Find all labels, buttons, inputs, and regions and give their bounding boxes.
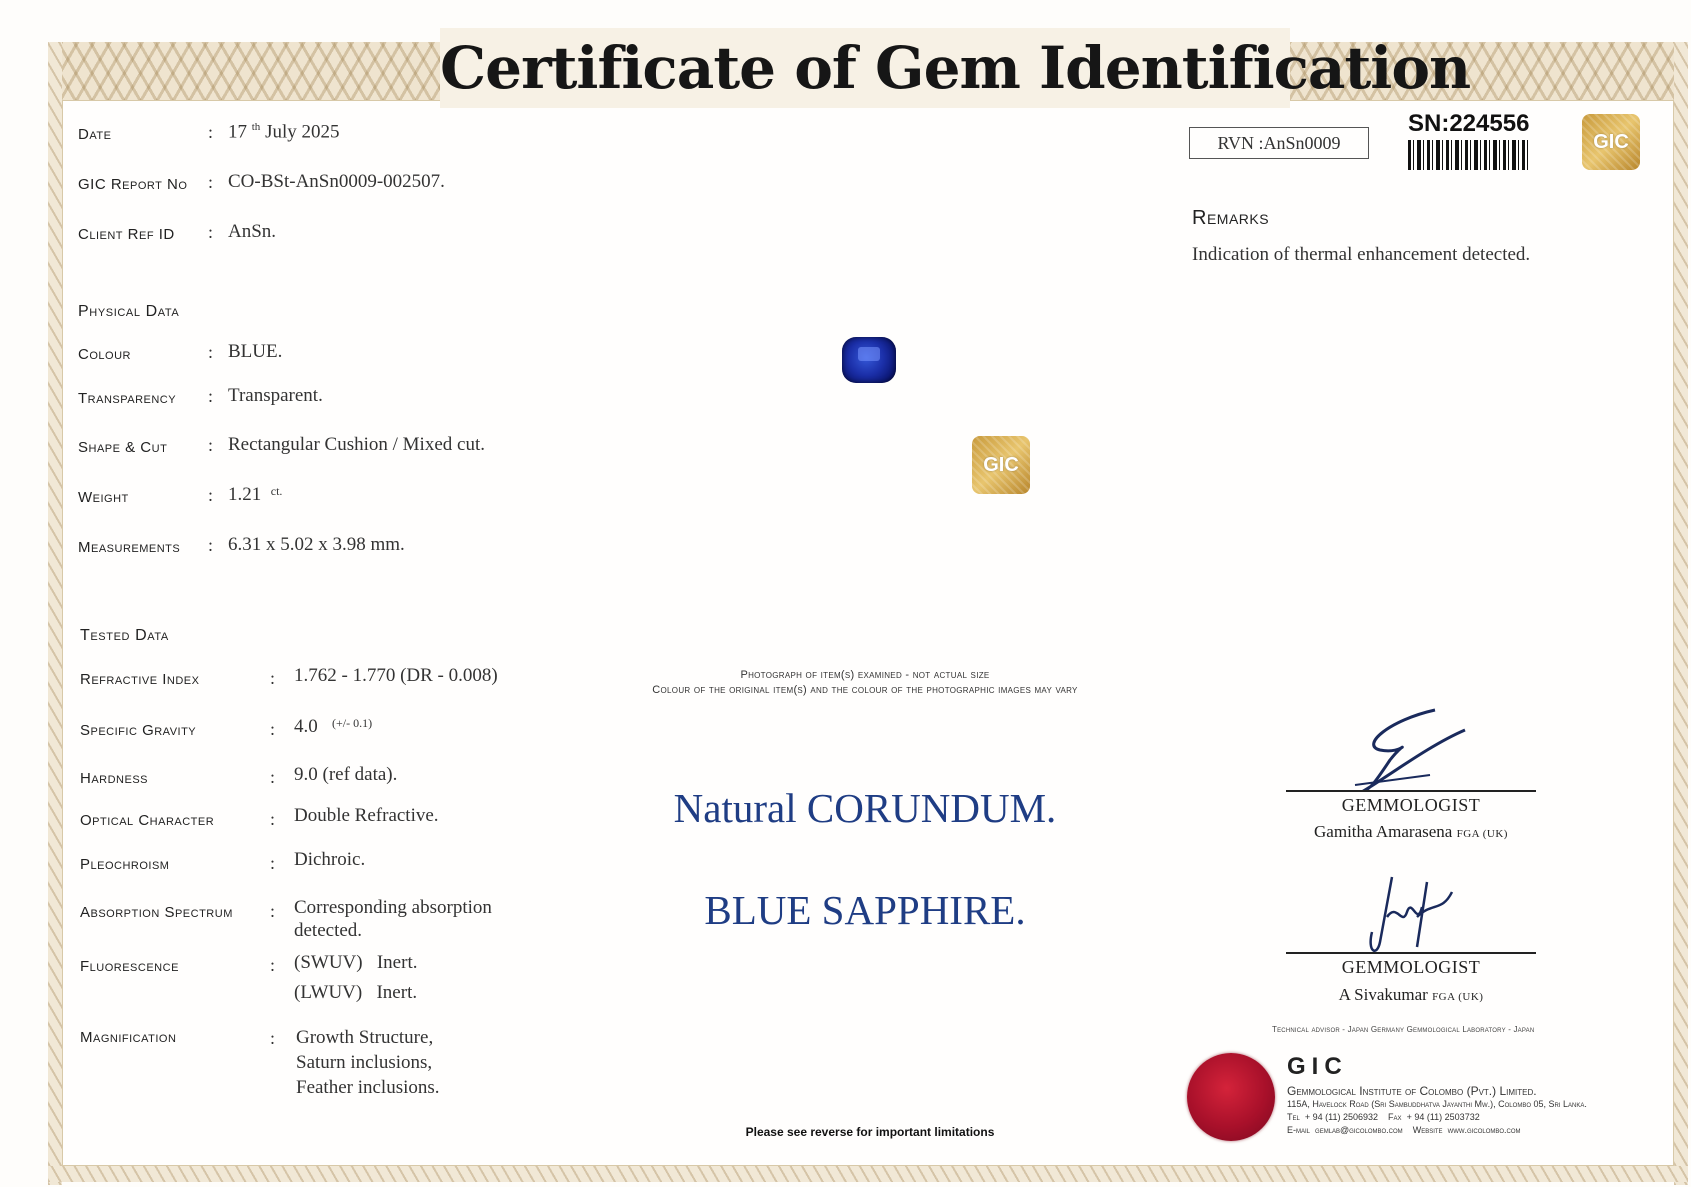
colon: : — [270, 901, 276, 921]
certificate-title: Certificate of Gem Identification — [440, 28, 1290, 108]
org-full-name: Gemmological Institute of Colombo (Pvt.) Limited. — [1287, 1084, 1537, 1098]
wax-seal — [1187, 1053, 1275, 1141]
client-ref-label: Client Ref ID — [78, 226, 175, 243]
org-phone-fax: Tel + 94 (11) 2506932 Fax + 94 (11) 2503732 — [1287, 1112, 1480, 1122]
absorption-spectrum-value-line1: Corresponding absorption — [294, 897, 492, 918]
hardness-value: 9.0 (ref data). — [294, 764, 398, 785]
client-ref-value: AnSn. — [228, 221, 277, 242]
shape-cut-label: Shape & Cut — [78, 439, 168, 456]
colon: : — [270, 767, 276, 787]
fluorescence-lw: (LWUV) Inert. — [294, 982, 418, 1003]
gemmologist-2-name: A Sivakumar FGA (UK) — [1338, 985, 1484, 1004]
signature-gemmologist-1 — [1350, 705, 1470, 795]
report-no-label: GIC Report No — [78, 176, 188, 193]
colon: : — [208, 386, 214, 406]
colon: : — [270, 955, 276, 975]
shape-cut-value: Rectangular Cushion / Mixed cut. — [228, 434, 485, 455]
weight-value: 1.21 $^{ct.}$ — [228, 484, 283, 505]
optical-character-value: Double Refractive. — [294, 805, 439, 826]
date-label: Date — [78, 126, 112, 143]
signature-line-2 — [1286, 952, 1536, 954]
technical-advisor-note: Technical advisor - Japan Germany Gemmological Laboratory - Japan — [1272, 1025, 1535, 1034]
hardness-label: Hardness — [80, 770, 149, 787]
specific-gravity-value: 4.0 $^{(+/- 0.1)}$ — [294, 716, 373, 737]
colour-value: BLUE. — [228, 341, 283, 362]
photo-note-line2: Colour of the original item(s) and the colour of the photographic images may vary — [652, 684, 1078, 696]
colon: : — [208, 435, 214, 455]
colon: : — [270, 809, 276, 829]
photo-note-line1: Photograph of item(s) examined - not actual size — [740, 669, 990, 681]
colon: : — [270, 853, 276, 873]
refractive-index-value: 1.762 - 1.770 (DR - 0.008) — [294, 665, 498, 686]
ornamental-border-left — [48, 42, 62, 1185]
absorption-spectrum-label: Absorption Spectrum — [80, 904, 233, 921]
colon: : — [208, 222, 214, 242]
tested-data-heading: Tested Data — [80, 627, 169, 644]
gic-hologram-corner: GIC — [1582, 114, 1640, 170]
measurements-value: 6.31 x 5.02 x 3.98 mm. — [228, 534, 405, 555]
gemmologist-2-title: GEMMOLOGIST — [1341, 957, 1481, 977]
fluorescence-label: Fluorescence — [80, 958, 179, 975]
refractive-index-label: Refractive Index — [80, 671, 200, 688]
ornamental-border-bottom — [48, 1166, 1688, 1182]
colon: : — [208, 535, 214, 555]
reverse-limitations-note: Please see reverse for important limitations — [745, 1125, 995, 1139]
colon: : — [208, 122, 214, 142]
colon: : — [270, 719, 276, 739]
physical-data-heading: Physical Data — [78, 303, 180, 320]
colour-label: Colour — [78, 346, 131, 363]
colon: : — [270, 1028, 276, 1048]
result-variety: BLUE SAPPHIRE. — [704, 887, 1026, 933]
pleochroism-value: Dichroic. — [294, 849, 366, 870]
magnification-label: Magnification — [80, 1029, 177, 1046]
serial-number: SN:224556 — [1408, 110, 1530, 137]
signature-gemmologist-2 — [1362, 872, 1462, 962]
org-address: 115A, Havelock Road (Sri Sambuddhatva Jayanthi Mw.), Colombo 05, Sri Lanka. — [1287, 1099, 1587, 1109]
colon: : — [270, 668, 276, 688]
remarks-text: Indication of thermal enhancement detected. — [1192, 244, 1531, 265]
report-no-value: CO-BSt-AnSn0009-002507. — [228, 171, 445, 192]
rvn-box: RVN :AnSn0009 — [1189, 127, 1369, 159]
weight-label: Weight — [78, 489, 129, 506]
optical-character-label: Optical Character — [80, 812, 215, 829]
remarks-heading: Remarks — [1192, 207, 1270, 229]
ornamental-border-right — [1674, 42, 1688, 1185]
pleochroism-label: Pleochroism — [80, 856, 170, 873]
magnification-value-line2: Saturn inclusions, — [296, 1052, 433, 1073]
serial-barcode — [1408, 140, 1528, 170]
colon: : — [208, 342, 214, 362]
colon: : — [208, 172, 214, 192]
transparency-value: Transparent. — [228, 385, 323, 406]
gemmologist-1-name: Gamitha Amarasena FGA (UK) — [1314, 822, 1508, 841]
date-value: 17 $^{th}$ July 2025 — [228, 121, 340, 143]
gic-hologram-sticker: GIC — [972, 436, 1030, 494]
magnification-value-line3: Feather inclusions. — [296, 1077, 440, 1098]
gemmologist-1-title: GEMMOLOGIST — [1341, 795, 1481, 815]
gemstone-photo — [842, 337, 896, 383]
absorption-spectrum-value-line2: detected. — [294, 920, 363, 941]
colon: : — [208, 485, 214, 505]
org-email-website: E-mail gemlab@gicolombo.com Website www.gicolombo.com — [1287, 1125, 1521, 1135]
fluorescence-sw: (SWUV) Inert. — [294, 952, 418, 973]
signature-line-1 — [1286, 790, 1536, 792]
magnification-value-line1: Growth Structure, — [296, 1027, 434, 1048]
measurements-label: Measurements — [78, 539, 181, 556]
result-species: Natural CORUNDUM. — [673, 785, 1057, 831]
transparency-label: Transparency — [78, 390, 177, 407]
org-short-name: GIC — [1287, 1053, 1348, 1080]
specific-gravity-label: Specific Gravity — [80, 722, 197, 739]
